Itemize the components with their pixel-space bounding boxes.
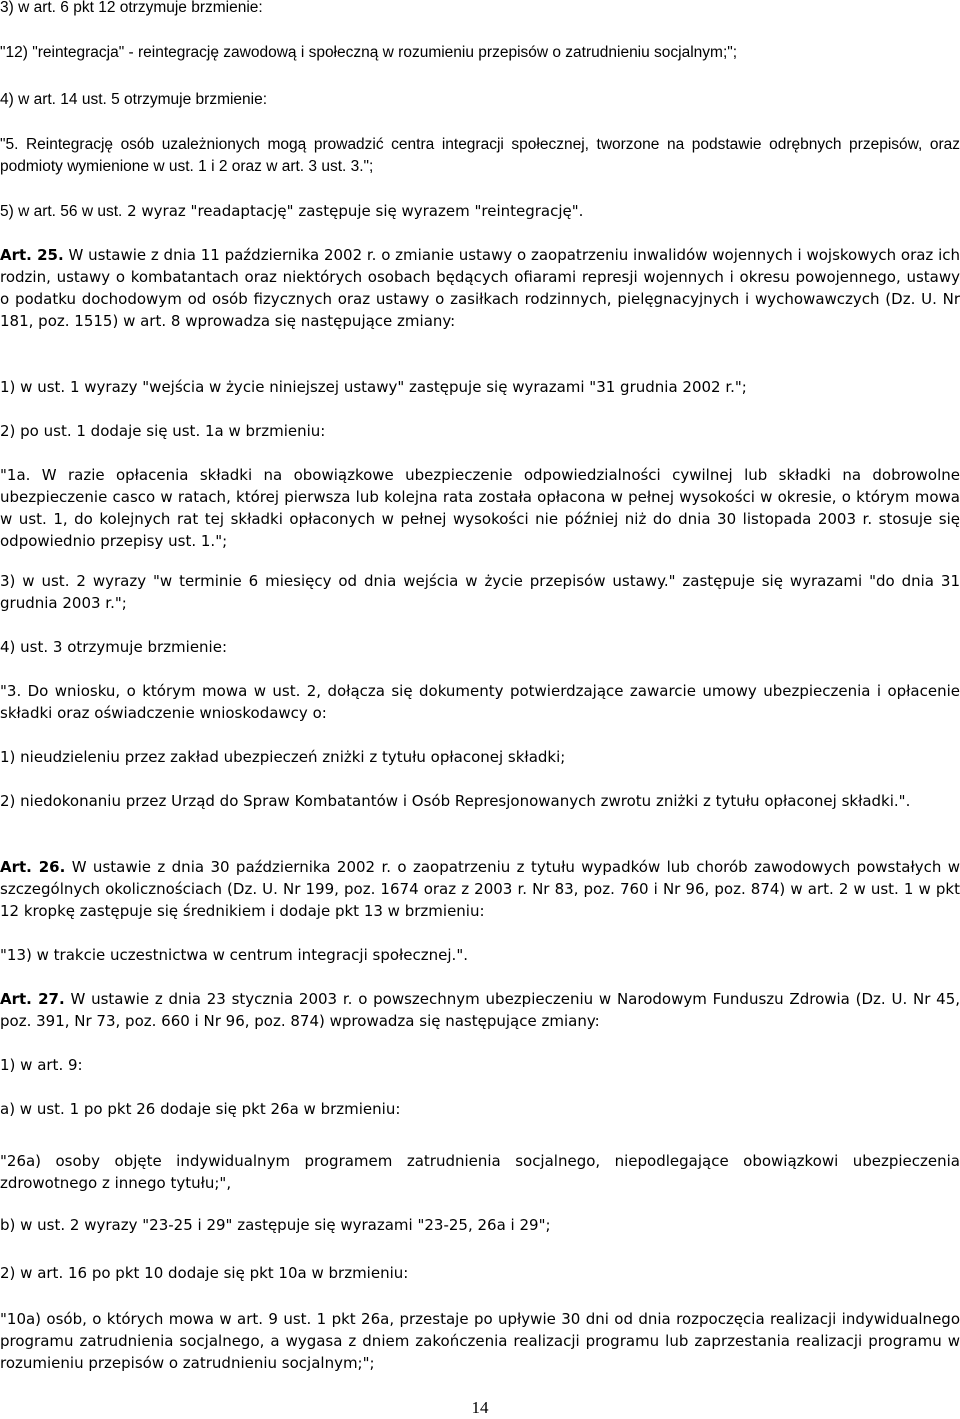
paragraph-art-25: [0, 244, 960, 332]
paragraph-item-4: [0, 89, 960, 111]
paragraph-text: a) w ust. 1 po pkt 26 dodaje się pkt 26a w brzmieniu:: [0, 1100, 401, 1118]
paragraph-text: "13) w trakcie uczestnictwa w centrum integracji społecznej.".: [0, 946, 468, 964]
paragraph-sub-2: [0, 790, 960, 812]
paragraph-text: "3. Do wniosku, o którym mowa w ust. 2, dołącza się dokumenty potwierdzające zawarcie umowy ubezpieczenia i opłacenie składki oraz oświadczenie wnioskodawcy o:: [0, 682, 960, 722]
paragraph-text: 2 wyraz "readaptację" zastępuje się wyrazem "reintegrację".: [122, 202, 584, 220]
paragraph-sub-a: [0, 1098, 960, 1120]
paragraph-item-1: [0, 376, 960, 398]
paragraph-text: "26a) osoby objęte indywidualnym programem zatrudnienia socjalnego, niepodlegające obowiązkowi ubezpieczenia zdrowotnego z innego tytułu;",: [0, 1152, 960, 1192]
article-heading: Art. 25.: [0, 246, 64, 264]
paragraph-text: 1) w ust. 1 wyrazy "wejścia w życie niniejszej ustawy" zastępuje się wyrazami "31 grudnia 2002 r.";: [0, 378, 747, 396]
paragraph-text: W ustawie z dnia 23 stycznia 2003 r. o powszechnym ubezpieczeniu w Narodowym Funduszu Zdrowia (Dz. U. Nr 45, poz. 391, Nr 73, poz. 660 i Nr 96, poz. 874) wprowadza się następujące zmiany:: [0, 990, 960, 1030]
paragraph-text: W ustawie z dnia 11 października 2002 r. o zmianie ustawy o zaopatrzeniu inwalidów wojennych i wojskowych oraz ich rodzin, ustawy o kombatantach oraz niektórych osobach będących ofiarami represji wojennych i okresu powojennego, ustawy o podatku dochodowym od osób fizycznych oraz ustawy o zasiłkach rodzinnych, pielęgnacyjnych i wychowawczych (Dz. U. Nr 181, poz. 1515) w art. 8 wprowadza się następujące zmiany:: [0, 246, 960, 330]
article-heading: Art. 27.: [0, 990, 65, 1008]
paragraph-quote-13: [0, 944, 960, 966]
paragraph-quote-5: [0, 134, 960, 178]
paragraph-text: 1) w art. 9:: [0, 1056, 83, 1074]
paragraph-text: 2) niedokonaniu przez Urząd do Spraw Kombatantów i Osób Represjonowanych zwrotu zniżki z tytułu opłaconej składki.".: [0, 792, 911, 810]
paragraph-text: "10a) osób, o których mowa w art. 9 ust. 1 pkt 26a, przestaje po upływie 30 dni od dnia rozpoczęcia realizacji indywidualnego programu zatrudnienia socjalnego, a wygasa z dniem zakończenia realizacji programu lub zaprzestania realizacji programu w rozumieniu przepisów o zatrudnieniu socjalnym;";: [0, 1310, 960, 1372]
paragraph-quote-12: [0, 42, 960, 64]
paragraph-item-3b: [0, 570, 960, 614]
paragraph-quote-3: [0, 680, 960, 724]
paragraph-sub-1: [0, 746, 960, 768]
paragraph-text: 2) w art. 16 po pkt 10 dodaje się pkt 10a w brzmieniu:: [0, 1264, 409, 1282]
paragraph-art-27: [0, 988, 960, 1032]
paragraph-text: 4) w art. 14 ust. 5 otrzymuje brzmienie:: [0, 91, 268, 108]
paragraph-text: 4) ust. 3 otrzymuje brzmienie:: [0, 638, 227, 656]
paragraph-text: 1) nieudzieleniu przez zakład ubezpieczeń zniżki z tytułu opłaconej składki;: [0, 748, 566, 766]
paragraph-lead: 5) w art. 56 w ust.: [0, 203, 123, 220]
paragraph-item-2c: [0, 1262, 960, 1284]
paragraph-quote-1a: [0, 464, 960, 552]
paragraph-text: 3) w ust. 2 wyrazy "w terminie 6 miesięcy od dnia wejścia w życie przepisów ustawy." zastępuje się wyrazami "do dnia 31 grudnia 2003 r.";: [0, 572, 960, 612]
paragraph-sub-b: [0, 1214, 960, 1236]
paragraph-text: "5. Reintegrację osób uzależnionych mogą prowadzić centra integracji społecznej, tworzone na podstawie odrębnych przepisów, oraz podmioty wymienione w ust. 1 i 2 oraz w art. 3 ust. 3.";: [0, 136, 960, 175]
paragraph-text: W ustawie z dnia 30 października 2002 r. o zaopatrzeniu z tytułu wypadków lub chorób zawodowych powstałych w szczególnych okolicznościach (Dz. U. Nr 199, poz. 1674 oraz z 2003 r. Nr 83, poz. 760 i Nr 96, poz. 874) w art. 2 w ust. 1 w pkt 12 kropkę zastępuje się średnikiem i dodaje pkt 13 w brzmieniu:: [0, 858, 960, 920]
paragraph-item-4b: [0, 636, 960, 658]
paragraph-item-3: [0, 0, 960, 19]
paragraph-item-2: [0, 420, 960, 442]
paragraph-text: b) w ust. 2 wyrazy "23-25 i 29" zastępuje się wyrazami "23-25, 26a i 29";: [0, 1216, 551, 1234]
paragraph-quote-26a: [0, 1150, 960, 1194]
paragraph-art-26: [0, 856, 960, 922]
paragraph-text: "12) "reintegracja" - reintegrację zawodową i społeczną w rozumieniu przepisów o zatrudnieniu socjalnym;";: [0, 44, 738, 61]
paragraph-item-1c: [0, 1054, 960, 1076]
paragraph-item-5: [0, 200, 960, 223]
paragraph-text: 2) po ust. 1 dodaje się ust. 1a w brzmieniu:: [0, 422, 326, 440]
page-number: 14: [471, 1398, 489, 1417]
paragraph-text: "1a. W razie opłacenia składki na obowiązkowe ubezpieczenie odpowiedzialności cywilnej lub składki na dobrowolne ubezpieczenie casco w ratach, której pierwsza lub kolejna rata została opłacona w pełnej wysokości w okresie, o którym mowa w ust. 1, do kolejnych rat tej składki opłaconych w pełnej wysokości nie później niż do dnia 30 listopada 2003 r. stosuje się odpowiednio przepisy ust. 1.";: [0, 466, 960, 550]
paragraph-quote-10a: [0, 1308, 960, 1374]
paragraph-text: 3) w art. 6 pkt 12 otrzymuje brzmienie:: [0, 0, 263, 16]
article-heading: Art. 26.: [0, 858, 66, 876]
